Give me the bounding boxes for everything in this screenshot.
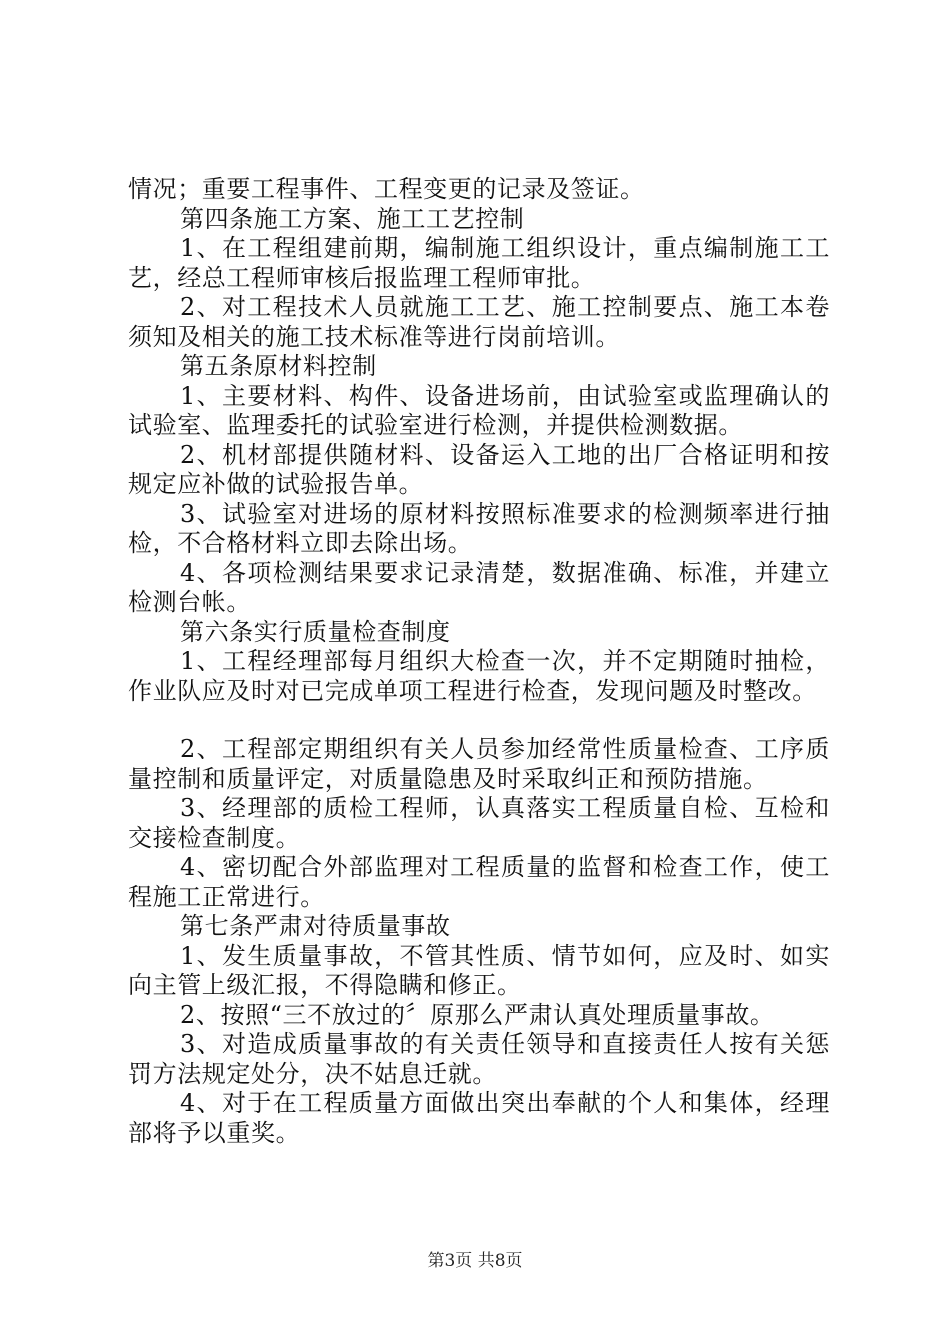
paragraph: 4、对于在工程质量方面做出突出奉献的个人和集体，经理部将予以重奖。 (128, 1089, 830, 1147)
article-heading-4: 第四条施工方案、施工工艺控制 (180, 204, 525, 233)
paragraph: 3、试验室对进场的原材料按照标准要求的检测频率进行抽检，不合格材料立即去除出场。 (128, 499, 830, 557)
page-number: 第3页 共8页 (427, 1251, 523, 1271)
paragraph: 1、工程经理部每月组织大检查一次，并不定期随时抽检，作业队应及时对已完成单项工程进行检查，发现问题及时整改。 (128, 647, 830, 705)
blank-line (128, 706, 830, 735)
paragraph: 4、密切配合外部监理对工程质量的监督和检查工作，使工程施工正常进行。 (128, 853, 830, 911)
paragraph: 2、工程部定期组织有关人员参加经常性质量检查、工序质量控制和质量评定，对质量隐患及时采取纠正和预防措施。 (128, 735, 830, 793)
paragraph: 4、各项检测结果要求记录清楚，数据准确、标准，并建立检测台帐。 (128, 558, 830, 616)
paragraph: 2、机材部提供随材料、设备运入工地的出厂合格证明和按规定应补做的试验报告单。 (128, 440, 830, 498)
paragraph: 3、对造成质量事故的有关责任领导和直接责任人按有关惩罚方法规定处分，决不姑息迁就。 (128, 1030, 830, 1088)
paragraph-continuation: 情况；重要工程事件、工程变更的记录及签证。 (128, 175, 645, 203)
paragraph: 1、发生质量事故，不管其性质、情节如何，应及时、如实向主管上级汇报，不得隐瞒和修正。 (128, 941, 830, 999)
paragraph: 1、主要材料、构件、设备进场前，由试验室或监理确认的试验室、监理委托的试验室进行检测，并提供检测数据。 (128, 381, 830, 439)
article-heading-6: 第六条实行质量检查制度 (180, 617, 451, 646)
paragraph: 3、经理部的质检工程师，认真落实工程质量自检、互检和交接检查制度。 (128, 794, 830, 852)
paragraph: 2、对工程技术人员就施工工艺、施工控制要点、施工本卷须知及相关的施工技术标准等进行岗前培训。 (128, 293, 830, 351)
paragraph: 1、在工程组建前期，编制施工组织设计，重点编制施工工艺，经总工程师审核后报监理工程师审批。 (128, 234, 830, 292)
document-body (128, 175, 830, 1148)
paragraph: 2、按照“三不放过的〞原那么严肃认真处理质量事故。 (180, 1000, 775, 1029)
article-heading-5: 第五条原材料控制 (180, 352, 377, 380)
article-heading-7: 第七条严肃对待质量事故 (180, 912, 451, 940)
